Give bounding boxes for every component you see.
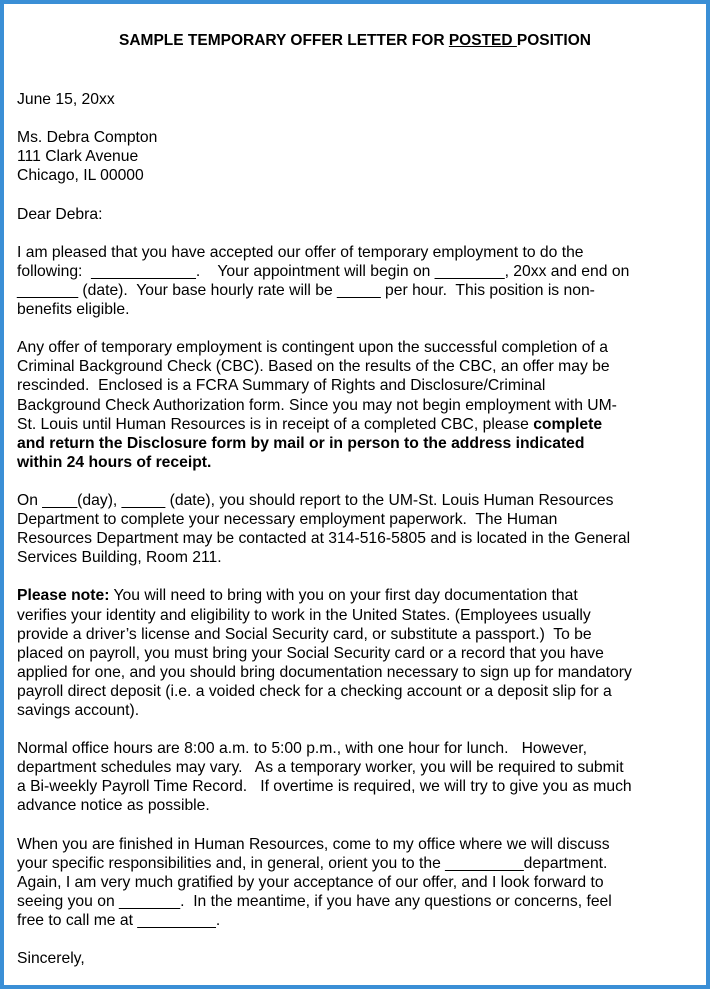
title-text: SAMPLE TEMPORARY OFFER LETTER FOR xyxy=(119,32,449,49)
letter-title xyxy=(4,32,706,50)
bold-instruction-line: and return the Disclosure form by mail or in person to the address indicated xyxy=(17,434,585,452)
address-line: 111 Clark Avenue xyxy=(17,148,139,166)
paragraph-line: savings account). xyxy=(17,702,140,719)
paragraph-line: rescinded. Enclosed is a FCRA Summary of Rights and Disclosure/Criminal xyxy=(17,377,546,395)
paragraph-line: Background Check Authorization form. Since you may not begin employment with UM- xyxy=(17,396,617,414)
title-underlined-word: POSTED xyxy=(448,32,517,49)
paragraph-office-hours xyxy=(17,739,697,815)
paragraph-line: free to call me at _________. xyxy=(17,912,221,930)
paragraph-line: _______ (date). Your base hourly rate will be _____ per hour. This position is non- xyxy=(17,281,595,299)
salutation: Dear Debra: xyxy=(17,205,103,223)
paragraph-line: benefits eligible. xyxy=(17,301,130,319)
paragraph-line xyxy=(17,415,697,434)
paragraph-line: When you are finished in Human Resources, come to my office where we will discuss xyxy=(17,835,610,853)
address-line: Ms. Debra Compton xyxy=(17,129,158,147)
paragraph-background-check xyxy=(17,338,697,472)
letter-page xyxy=(4,4,706,985)
paragraph-line: payroll direct deposit (i.e. a voided check for a checking account or a deposit slip for a xyxy=(17,682,612,700)
paragraph-line: seeing you on _______. In the meantime, if you have any questions or concerns, feel xyxy=(17,892,612,910)
paragraph-acceptance xyxy=(17,243,697,319)
paragraph-line: provide a driver’s license and Social Security card, or substitute a passport.) To be xyxy=(17,625,592,643)
paragraph-line: following: ____________. Your appointment will begin on ________, 20xx and end on xyxy=(17,262,630,280)
please-note-label: Please note: xyxy=(17,587,110,605)
paragraph-text: You will need to bring with you on your first day documentation that xyxy=(109,587,578,605)
paragraph-line: Resources Department may be contacted at 314-516-5805 and is located in the General xyxy=(17,530,631,548)
paragraph-line: On ____(day), _____ (date), you should report to the UM-St. Louis Human Resources xyxy=(17,491,614,509)
paragraph-line: Normal office hours are 8:00 a.m. to 5:00 p.m., with one hour for lunch. However, xyxy=(17,740,587,758)
paragraph-closing-remarks xyxy=(17,835,697,930)
paragraph-report-date xyxy=(17,491,697,567)
paragraph-text: St. Louis until Human Resources is in receipt of a completed CBC, please xyxy=(17,415,534,433)
paragraph-line: a Bi-weekly Payroll Time Record. If overtime is required, we will try to give you as much xyxy=(17,778,632,796)
closing: Sincerely, xyxy=(17,950,85,968)
paragraph-line: Department to complete your necessary employment paperwork. The Human xyxy=(17,511,558,529)
letter-date: June 15, 20xx xyxy=(17,91,115,108)
paragraph-line: Any offer of temporary employment is contingent upon the successful completion of a xyxy=(17,339,608,357)
recipient-address xyxy=(17,128,697,185)
paragraph-line: applied for one, and you should bring documentation necessary to sign up for mandatory xyxy=(17,663,632,681)
paragraph-line: Services Building, Room 211. xyxy=(17,549,222,567)
letter-body xyxy=(17,90,697,968)
paragraph-line: department schedules may vary. As a temporary worker, you will be required to submit xyxy=(17,759,624,777)
paragraph-line: advance notice as possible. xyxy=(17,797,210,815)
paragraph-please-note xyxy=(17,586,697,720)
paragraph-line: I am pleased that you have accepted our offer of temporary employment to do the xyxy=(17,243,584,261)
paragraph-line: your specific responsibilities and, in general, orient you to the _________department. xyxy=(17,854,608,872)
bold-instruction-line: within 24 hours of receipt. xyxy=(17,453,212,471)
paragraph-line: Again, I am very much gratified by your acceptance of our offer, and I look forward to xyxy=(17,873,604,891)
paragraph-line: placed on payroll, you must bring your Social Security card or a record that you have xyxy=(17,644,604,662)
paragraph-line xyxy=(17,586,697,605)
bold-instruction: complete xyxy=(533,415,603,433)
title-text-end: POSITION xyxy=(516,32,591,49)
address-line: Chicago, IL 00000 xyxy=(17,167,144,185)
paragraph-line: Criminal Background Check (CBC). Based on the results of the CBC, an offer may be xyxy=(17,358,610,376)
paragraph-line: verifies your identity and eligibility to work in the United States. (Employees usually xyxy=(17,606,591,624)
